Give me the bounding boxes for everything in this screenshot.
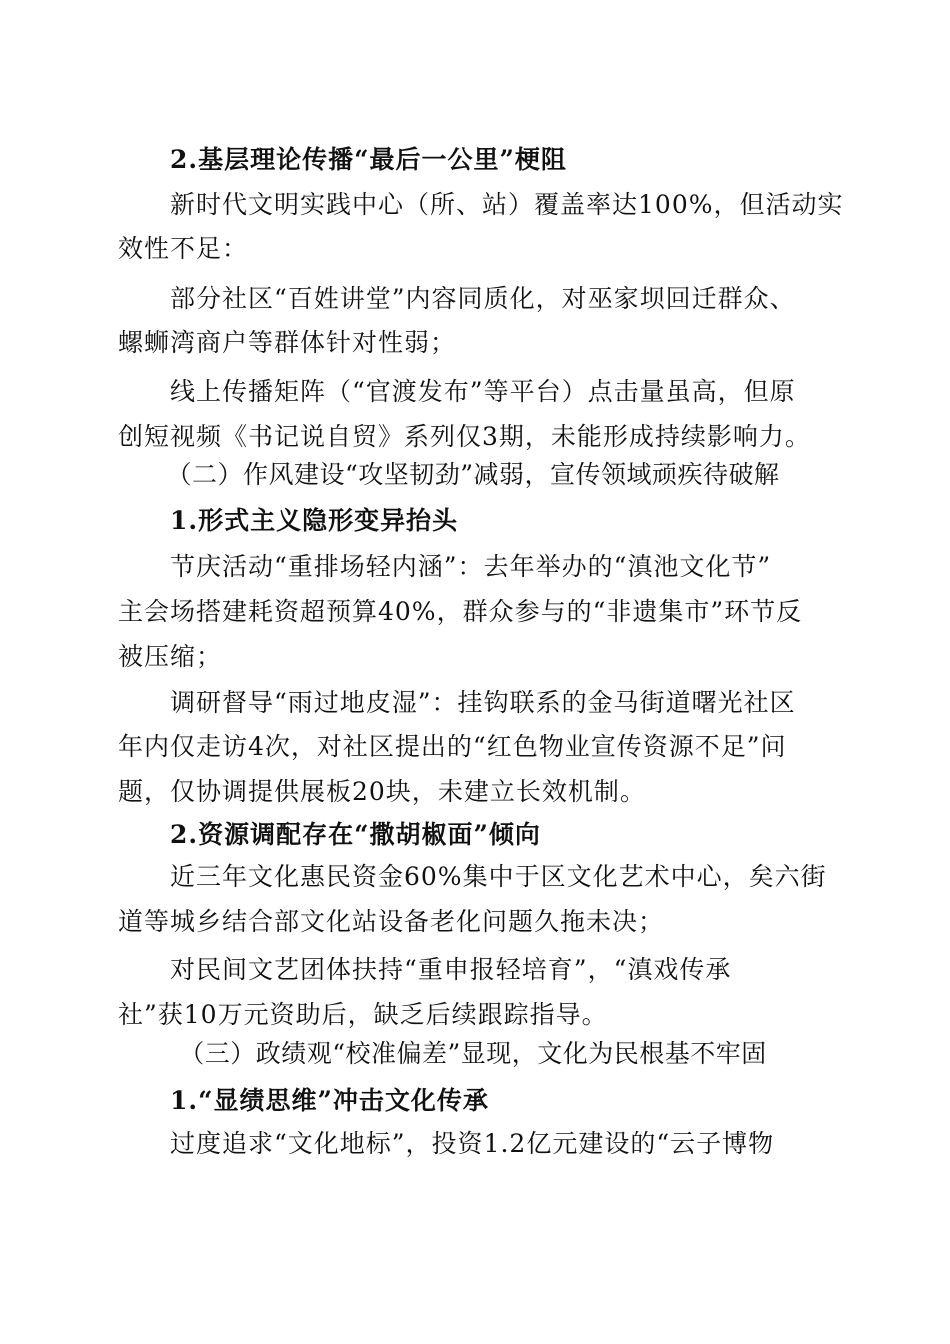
- paragraph-line: 线上传播矩阵（“官渡发布”等平台）点击量虽高，但原: [170, 377, 796, 406]
- paragraph-line: 道等城乡结合部文化站设备老化问题久拖未决；: [118, 907, 665, 936]
- paragraph-line: 主会场搭建耗资超预算40%，群众参与的“非遗集市”环节反: [118, 597, 803, 626]
- paragraph-line: 对民间文艺团体扶持“重申报轻培育”，“滇戏传承: [170, 955, 732, 984]
- subheading-1: 1.“显绩思维”冲击文化传承: [170, 1086, 489, 1115]
- paragraph-line: 调研督导“雨过地皮湿”：挂钩联系的金马街道曙光社区: [170, 688, 796, 717]
- paragraph-line: 效性不足：: [118, 234, 249, 263]
- section-heading-2: （二）作风建设“攻坚韧劲”减弱，宣传领域顽疾待破解: [166, 460, 780, 489]
- paragraph-line: 螺蛳湾商户等群体针对性弱；: [118, 328, 457, 357]
- subheading-1: 1.形式主义隐形变异抬头: [170, 506, 459, 535]
- subheading-2: 2.基层理论传播“最后一公里”梗阻: [170, 145, 567, 174]
- paragraph-line: 过度追求“文化地标”，投资1.2亿元建设的“云子博物: [170, 1129, 775, 1158]
- paragraph-line: 新时代文明实践中心（所、站）覆盖率达100%，但活动实: [170, 190, 844, 219]
- paragraph-line: 创短视频《书记说自贸》系列仅3期，未能形成持续影响力。: [118, 422, 811, 451]
- subheading-2: 2.资源调配存在“撒胡椒面”倾向: [170, 820, 541, 849]
- paragraph-line: 节庆活动“重排场轻内涵”：去年举办的“滇池文化节”: [170, 552, 772, 581]
- paragraph-line: 题，仅协调提供展板20块，未建立长效机制。: [118, 777, 646, 806]
- paragraph-line: 社”获10万元资助后，缺乏后续跟踪指导。: [118, 1000, 608, 1029]
- paragraph-line: 年内仅走访4次，对社区提出的“红色物业宣传资源不足”问: [118, 732, 787, 761]
- section-heading-3: （三）政绩观“校准偏差”显现，文化为民根基不牢固: [179, 1039, 767, 1068]
- paragraph-line: 部分社区“百姓讲堂”内容同质化，对巫家坝回迁群众、: [170, 284, 796, 313]
- paragraph-line: 被压缩；: [118, 642, 223, 671]
- paragraph-line: 近三年文化惠民资金60%集中于区文化艺术中心，矣六街: [170, 862, 827, 891]
